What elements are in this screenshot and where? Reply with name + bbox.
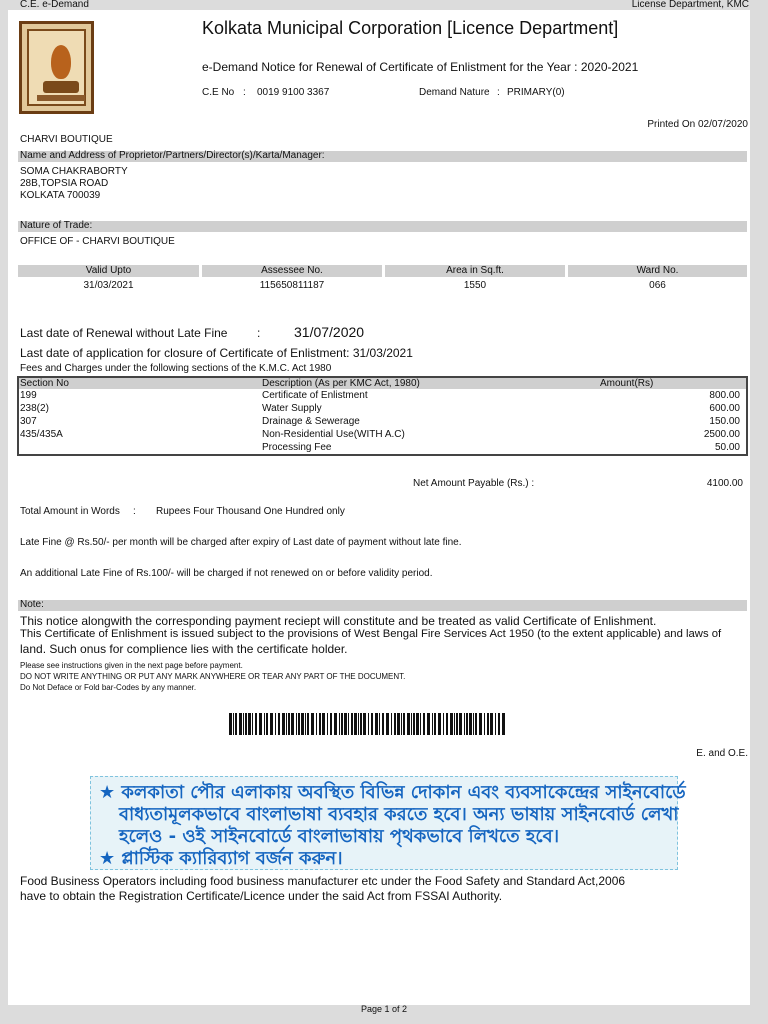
amount-cell: 800.00: [709, 390, 740, 401]
description-cell: Certificate of Enlistment: [262, 390, 368, 401]
section-cell: 199: [20, 390, 37, 401]
banner-line: ★ কলকাতা পৌর এলাকায় অবস্থিত বিভিন্ন দোকান এবং ব্যবসাকেন্দ্রের সাইনবোর্ডে: [99, 782, 686, 803]
header-right-label: License Department, KMC: [631, 0, 749, 10]
barcode-bar: [243, 713, 244, 735]
barcode-bar: [311, 713, 314, 735]
barcode-bar: [411, 713, 412, 735]
fees-intro: Fees and Charges under the following sections of the K.M.C. Act 1980: [20, 363, 332, 374]
barcode-bar: [330, 713, 332, 735]
proprietor-line: KOLKATA 700039: [20, 190, 101, 201]
barcode-bar: [450, 713, 453, 735]
barcode-bar: [358, 713, 359, 735]
area-header: Area in Sq.ft.: [385, 265, 565, 277]
note-label: Note:: [20, 599, 44, 610]
area-value: 1550: [463, 280, 487, 291]
barcode-bar: [298, 713, 300, 735]
amount-cell: 2500.00: [703, 429, 740, 440]
barcode-bar: [446, 713, 448, 735]
table-row: [18, 415, 747, 428]
barcode-bar: [259, 713, 262, 735]
ward-no-value: 066: [649, 280, 666, 291]
barcode-bar: [427, 713, 430, 735]
barcode-bar: [434, 713, 436, 735]
kmc-seal-logo: [19, 21, 94, 114]
barcode-bar: [391, 713, 392, 735]
instruction-line: DO NOT WRITE ANYTHING OR PUT ANY MARK ANYWHERE OR TEAR ANY PART OF THE DOCUMENT.: [20, 672, 406, 681]
barcode-bar: [407, 713, 410, 735]
barcode-bar: [397, 713, 400, 735]
barcode-bar: [382, 713, 384, 735]
barcode-bar: [235, 713, 237, 735]
barcode-bar: [327, 713, 328, 735]
barcode-bar: [286, 713, 287, 735]
demand-nature-sep: :: [497, 87, 500, 98]
fssai-line: Food Business Operators including food business manufacturer etc under the Food Safety and Standard Act,2006: [20, 874, 626, 888]
valid-upto-value: 31/03/2021: [83, 280, 134, 291]
table-row: [18, 402, 747, 415]
barcode-bar: [363, 713, 366, 735]
barcode-bar: [282, 713, 285, 735]
barcode-bar: [360, 713, 362, 735]
barcode-bar: [344, 713, 347, 735]
net-amount-label: Net Amount Payable (Rs.) :: [413, 478, 535, 489]
barcode-bar: [394, 713, 396, 735]
fssai-line: have to obtain the Registration Certificate/Licence under the said Act from FSSAI Authority.: [20, 889, 503, 903]
banner-line: ★ প্লাস্টিক ক্যারিব্যাগ বর্জন করুন।: [99, 848, 343, 869]
ward-no-header: Ward No.: [568, 265, 747, 277]
barcode-bar: [368, 713, 369, 735]
barcode-bar: [229, 713, 232, 735]
barcode-bar: [252, 713, 253, 735]
description-cell: Drainage & Sewerage: [262, 416, 360, 427]
eoe-label: E. and O.E.: [696, 748, 748, 759]
fees-table: [17, 376, 748, 456]
description-cell: Water Supply: [262, 403, 322, 414]
proprietor-line: 28B,TOPSIA ROAD: [20, 178, 109, 189]
description-cell: Processing Fee: [262, 442, 332, 453]
proprietor-line: SOMA CHAKRABORTY: [20, 166, 128, 177]
barcode-bar: [371, 713, 373, 735]
amount-cell: 150.00: [709, 416, 740, 427]
barcode-bar: [379, 713, 380, 735]
barcode-bar: [288, 713, 290, 735]
renewal-date: 31/07/2020: [294, 324, 365, 340]
description-cell: Non-Residential Use(WITH A.C): [262, 429, 405, 440]
barcode-bar: [386, 713, 389, 735]
barcode-bar: [233, 713, 234, 735]
barcode-bar: [341, 713, 343, 735]
proprietor-label: Name and Address of Proprietor/Partners/Director(s)/Karta/Manager:: [20, 150, 325, 161]
barcode-bar: [291, 713, 294, 735]
barcode-bar: [305, 713, 306, 735]
barcode-bar: [316, 713, 317, 735]
note-bar: [18, 600, 747, 611]
instruction-line: Do Not Deface or Fold bar-Codes by any manner.: [20, 683, 197, 692]
barcode-bar: [479, 713, 482, 735]
barcode: [229, 713, 510, 735]
renewal-label: Last date of Renewal without Late Fine: [20, 326, 228, 340]
amount-words-value: Rupees Four Thousand One Hundred only: [156, 506, 345, 517]
barcode-bar: [248, 713, 251, 735]
barcode-bar: [438, 713, 441, 735]
assessee-no-value: 115650811187: [259, 280, 325, 291]
flame-icon: [51, 45, 71, 79]
barcode-bar: [502, 713, 505, 735]
trader-name: CHARVI BOUTIQUE: [20, 134, 113, 145]
table-row: [18, 441, 747, 455]
demand-nature-value: PRIMARY(0): [507, 87, 565, 98]
barcode-bar: [339, 713, 340, 735]
barcode-bar: [275, 713, 276, 735]
barcode-bar: [401, 713, 402, 735]
barcode-bar: [334, 713, 337, 735]
trade-value: OFFICE OF - CHARVI BOUTIQUE: [20, 236, 175, 247]
barcode-bar: [487, 713, 489, 735]
barcode-bar: [301, 713, 304, 735]
amount-cell: 600.00: [709, 403, 740, 414]
amount-cell: 50.00: [714, 442, 740, 453]
trade-label: Nature of Trade:: [20, 220, 93, 231]
barcode-bar: [443, 713, 444, 735]
barcode-bar: [484, 713, 485, 735]
ce-no-label: C.E No: [202, 87, 235, 98]
section-cell: 307: [20, 416, 37, 427]
instruction-line: Please see instructions given in the next page before payment.: [20, 661, 243, 670]
header-left-label: C.E. e-Demand: [20, 0, 89, 10]
amount-words-sep: :: [133, 506, 136, 517]
barcode-bar: [239, 713, 242, 735]
banner-line: হলেও - ওই সাইনবোর্ডে বাংলাভাষায় পৃথকভাবে লিখতে হবে।: [119, 826, 560, 847]
valid-upto-header: Valid Upto: [18, 265, 199, 277]
assessee-no-header: Assessee No.: [202, 265, 382, 277]
barcode-bar: [278, 713, 280, 735]
late-fine-text: Late Fine @ Rs.50/- per month will be charged after expiry of Last date of payment without late fine.: [20, 537, 462, 548]
trade-bar: [18, 221, 747, 232]
note-line: This notice alongwith the corresponding payment reciept will constitute and be treated as valid Certificate of Enlishment.: [20, 614, 657, 628]
barcode-bar: [351, 713, 353, 735]
note-line: This Certificate of Enlishment is issued subject to the provisions of West Bengal Fire Services Act 1950 (to the extent applicable) and laws of: [20, 628, 722, 640]
barcode-bar: [464, 713, 465, 735]
barcode-bar: [266, 713, 268, 735]
barcode-bar: [245, 713, 247, 735]
demand-nature-label: Demand Nature: [419, 87, 490, 98]
barcode-bar: [490, 713, 493, 735]
section-cell: [18, 441, 261, 455]
amount-words-label: Total Amount in Words: [20, 506, 120, 517]
additional-fine-text: An additional Late Fine of Rs.100/- will be charged if not renewed on or before validity period.: [20, 568, 433, 579]
section-cell: 238(2): [20, 403, 49, 414]
barcode-bar: [354, 713, 357, 735]
barcode-bar: [420, 713, 421, 735]
barcode-bar: [495, 713, 496, 735]
barcode-bar: [475, 713, 477, 735]
barcode-bar: [473, 713, 474, 735]
table-row: [18, 389, 747, 402]
bengali-notice-banner: [90, 776, 686, 870]
barcode-bar: [423, 713, 425, 735]
printed-on: Printed On 02/07/2020: [647, 119, 748, 130]
amount-header: Amount(Rs): [592, 377, 747, 389]
barcode-bar: [432, 713, 433, 735]
banner-line: বাধ্যতামূলকভাবে বাংলাভাষা ব্যবহার করতে হবে। অন্য ভাষায় সাইনবোর্ড লেখা: [119, 804, 679, 825]
barcode-bar: [255, 713, 257, 735]
ce-no-value: 0019 9100 3367: [257, 87, 330, 98]
barcode-bar: [413, 713, 415, 735]
barcode-bar: [348, 713, 349, 735]
barcode-bar: [498, 713, 500, 735]
barcode-bar: [416, 713, 419, 735]
barcode-bar: [319, 713, 321, 735]
barcode-bar: [296, 713, 297, 735]
section-no-header: Section No: [18, 377, 261, 389]
ce-no-sep: :: [243, 87, 246, 98]
notice-subtitle: e-Demand Notice for Renewal of Certificate of Enlistment for the Year : 2020-2021: [202, 60, 639, 74]
table-row: [18, 428, 747, 441]
barcode-bar: [469, 713, 472, 735]
barcode-bar: [307, 713, 309, 735]
note-line: land. Such onus for complience lies with the certificate holder.: [20, 642, 348, 656]
barcode-bar: [270, 713, 273, 735]
net-amount-value: 4100.00: [706, 478, 743, 489]
barcode-bar: [459, 713, 462, 735]
barcode-bar: [466, 713, 468, 735]
barcode-bar: [264, 713, 265, 735]
barcode-bar: [322, 713, 325, 735]
page-number: Page 1 of 2: [361, 1004, 408, 1014]
barcode-bar: [456, 713, 458, 735]
closure-line: Last date of application for closure of Certificate of Enlistment: 31/03/2021: [20, 346, 413, 360]
page-title: Kolkata Municipal Corporation [Licence Department]: [202, 18, 619, 38]
section-cell: 435/435A: [20, 429, 63, 440]
barcode-bar: [403, 713, 405, 735]
fees-header-row: [18, 377, 747, 389]
barcode-bar: [454, 713, 455, 735]
description-header: Description (As per KMC Act, 1980): [261, 377, 592, 389]
barcode-bar: [375, 713, 378, 735]
renewal-sep: :: [257, 326, 261, 340]
